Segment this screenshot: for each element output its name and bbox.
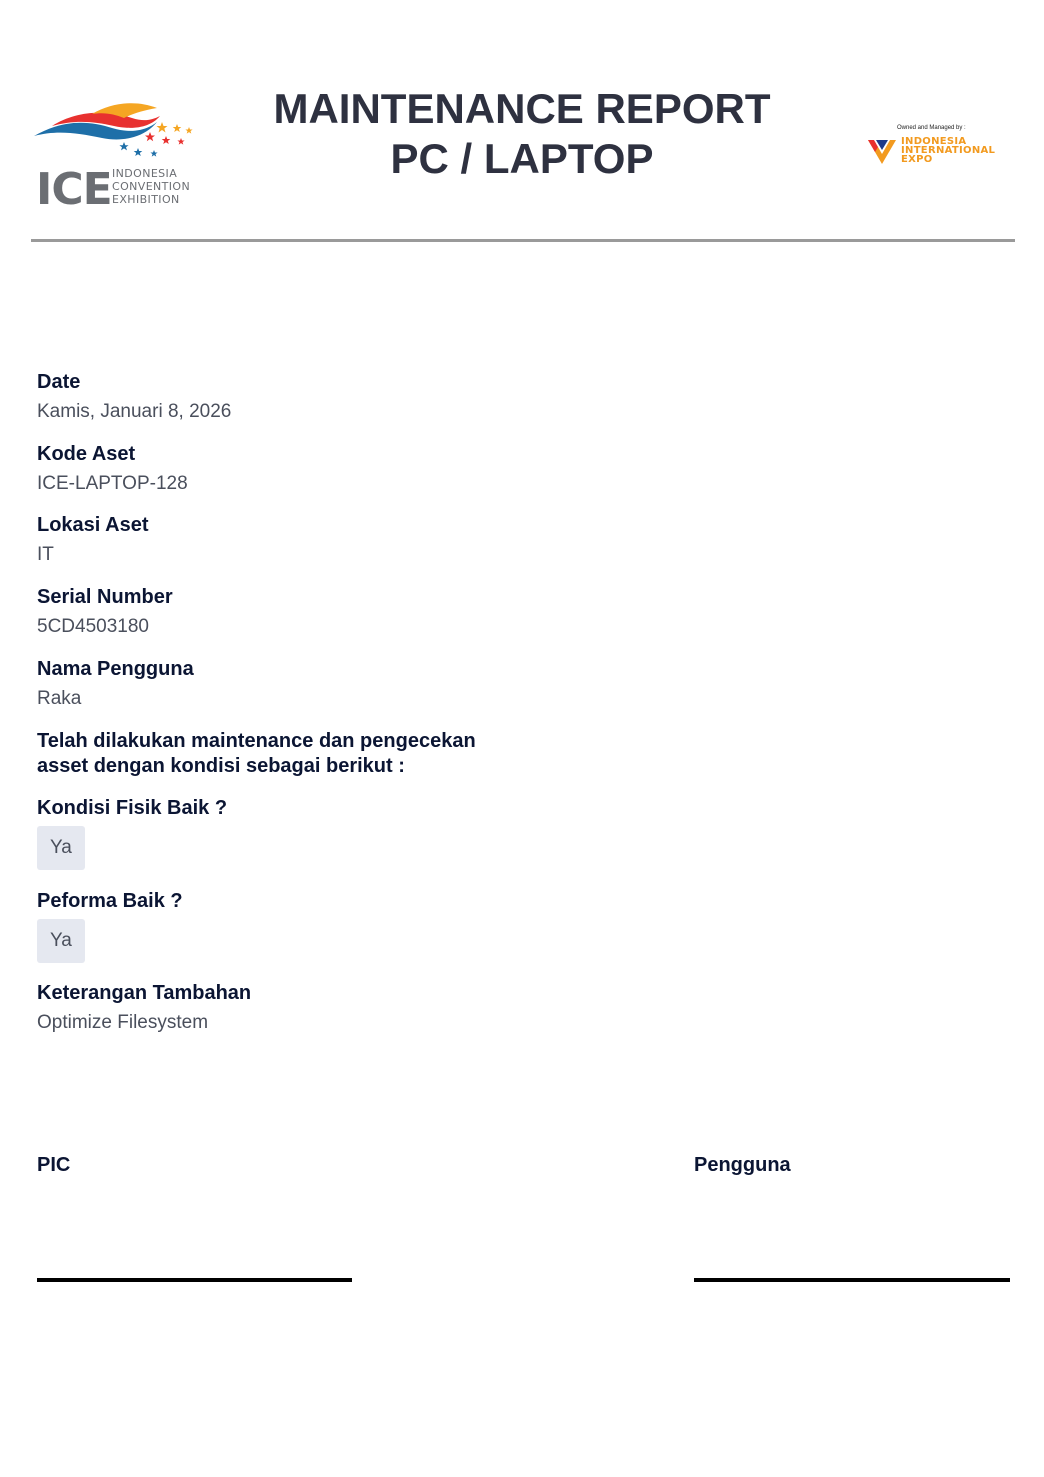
serial-number-label: Serial Number xyxy=(37,586,173,608)
title-line-2: PC / LAPTOP xyxy=(390,135,654,182)
iie-line-3: EXPO xyxy=(901,154,933,165)
performa-badge: Ya xyxy=(37,919,85,963)
field-lokasi-aset xyxy=(37,513,149,567)
kondisi-fisik-label: Kondisi Fisik Baik ? xyxy=(37,797,228,819)
iie-diamond-icon xyxy=(866,136,898,166)
keterangan-value: Optimize Filesystem xyxy=(37,1012,209,1033)
iie-line-1: INDONESIA xyxy=(901,136,967,147)
field-kondisi-fisik xyxy=(37,796,227,870)
kode-aset-label: Kode Aset xyxy=(37,443,136,465)
performa-label: Peforma Baik ? xyxy=(37,890,183,912)
title-line-1: MAINTENANCE REPORT xyxy=(273,85,771,132)
signature-pengguna-line xyxy=(694,1278,1010,1282)
serial-number-value: 5CD4503180 xyxy=(37,616,149,637)
field-keterangan xyxy=(37,981,251,1035)
ice-logo-text: ICE xyxy=(36,164,112,215)
ice-logo-sub1: INDONESIA xyxy=(112,167,178,180)
field-serial-number xyxy=(37,585,173,639)
report-header xyxy=(0,0,1044,250)
date-value: Kamis, Januari 8, 2026 xyxy=(37,401,232,422)
iie-line-2: INTERNATIONAL xyxy=(901,145,996,156)
date-label: Date xyxy=(37,371,81,393)
ice-logo-sub2: CONVENTION xyxy=(112,180,191,193)
signature-pic-label: PIC xyxy=(37,1154,71,1176)
nama-pengguna-value: Raka xyxy=(37,688,82,709)
iie-logo-text xyxy=(901,137,995,164)
signature-pic-line xyxy=(37,1278,352,1282)
kode-aset-value: ICE-LAPTOP-128 xyxy=(37,473,188,494)
maintenance-statement: Telah dilakukan maintenance dan pengecekan asset dengan kondisi sebagai berikut : xyxy=(37,730,476,777)
lokasi-aset-label: Lokasi Aset xyxy=(37,514,149,536)
nama-pengguna-label: Nama Pengguna xyxy=(37,658,194,680)
ice-logo-sub3: EXHIBITION xyxy=(112,193,180,206)
field-kode-aset xyxy=(37,442,188,496)
signature-pengguna-label: Pengguna xyxy=(694,1154,791,1176)
field-date xyxy=(37,370,231,424)
kondisi-fisik-badge: Ya xyxy=(37,826,85,870)
field-nama-pengguna xyxy=(37,657,194,711)
iie-logo xyxy=(866,124,1006,174)
field-performa xyxy=(37,889,183,963)
lokasi-aset-value: IT xyxy=(37,544,54,565)
owned-by-text: Owned and Managed by : xyxy=(897,125,966,131)
keterangan-label: Keterangan Tambahan xyxy=(37,982,252,1004)
header-divider xyxy=(31,239,1015,242)
